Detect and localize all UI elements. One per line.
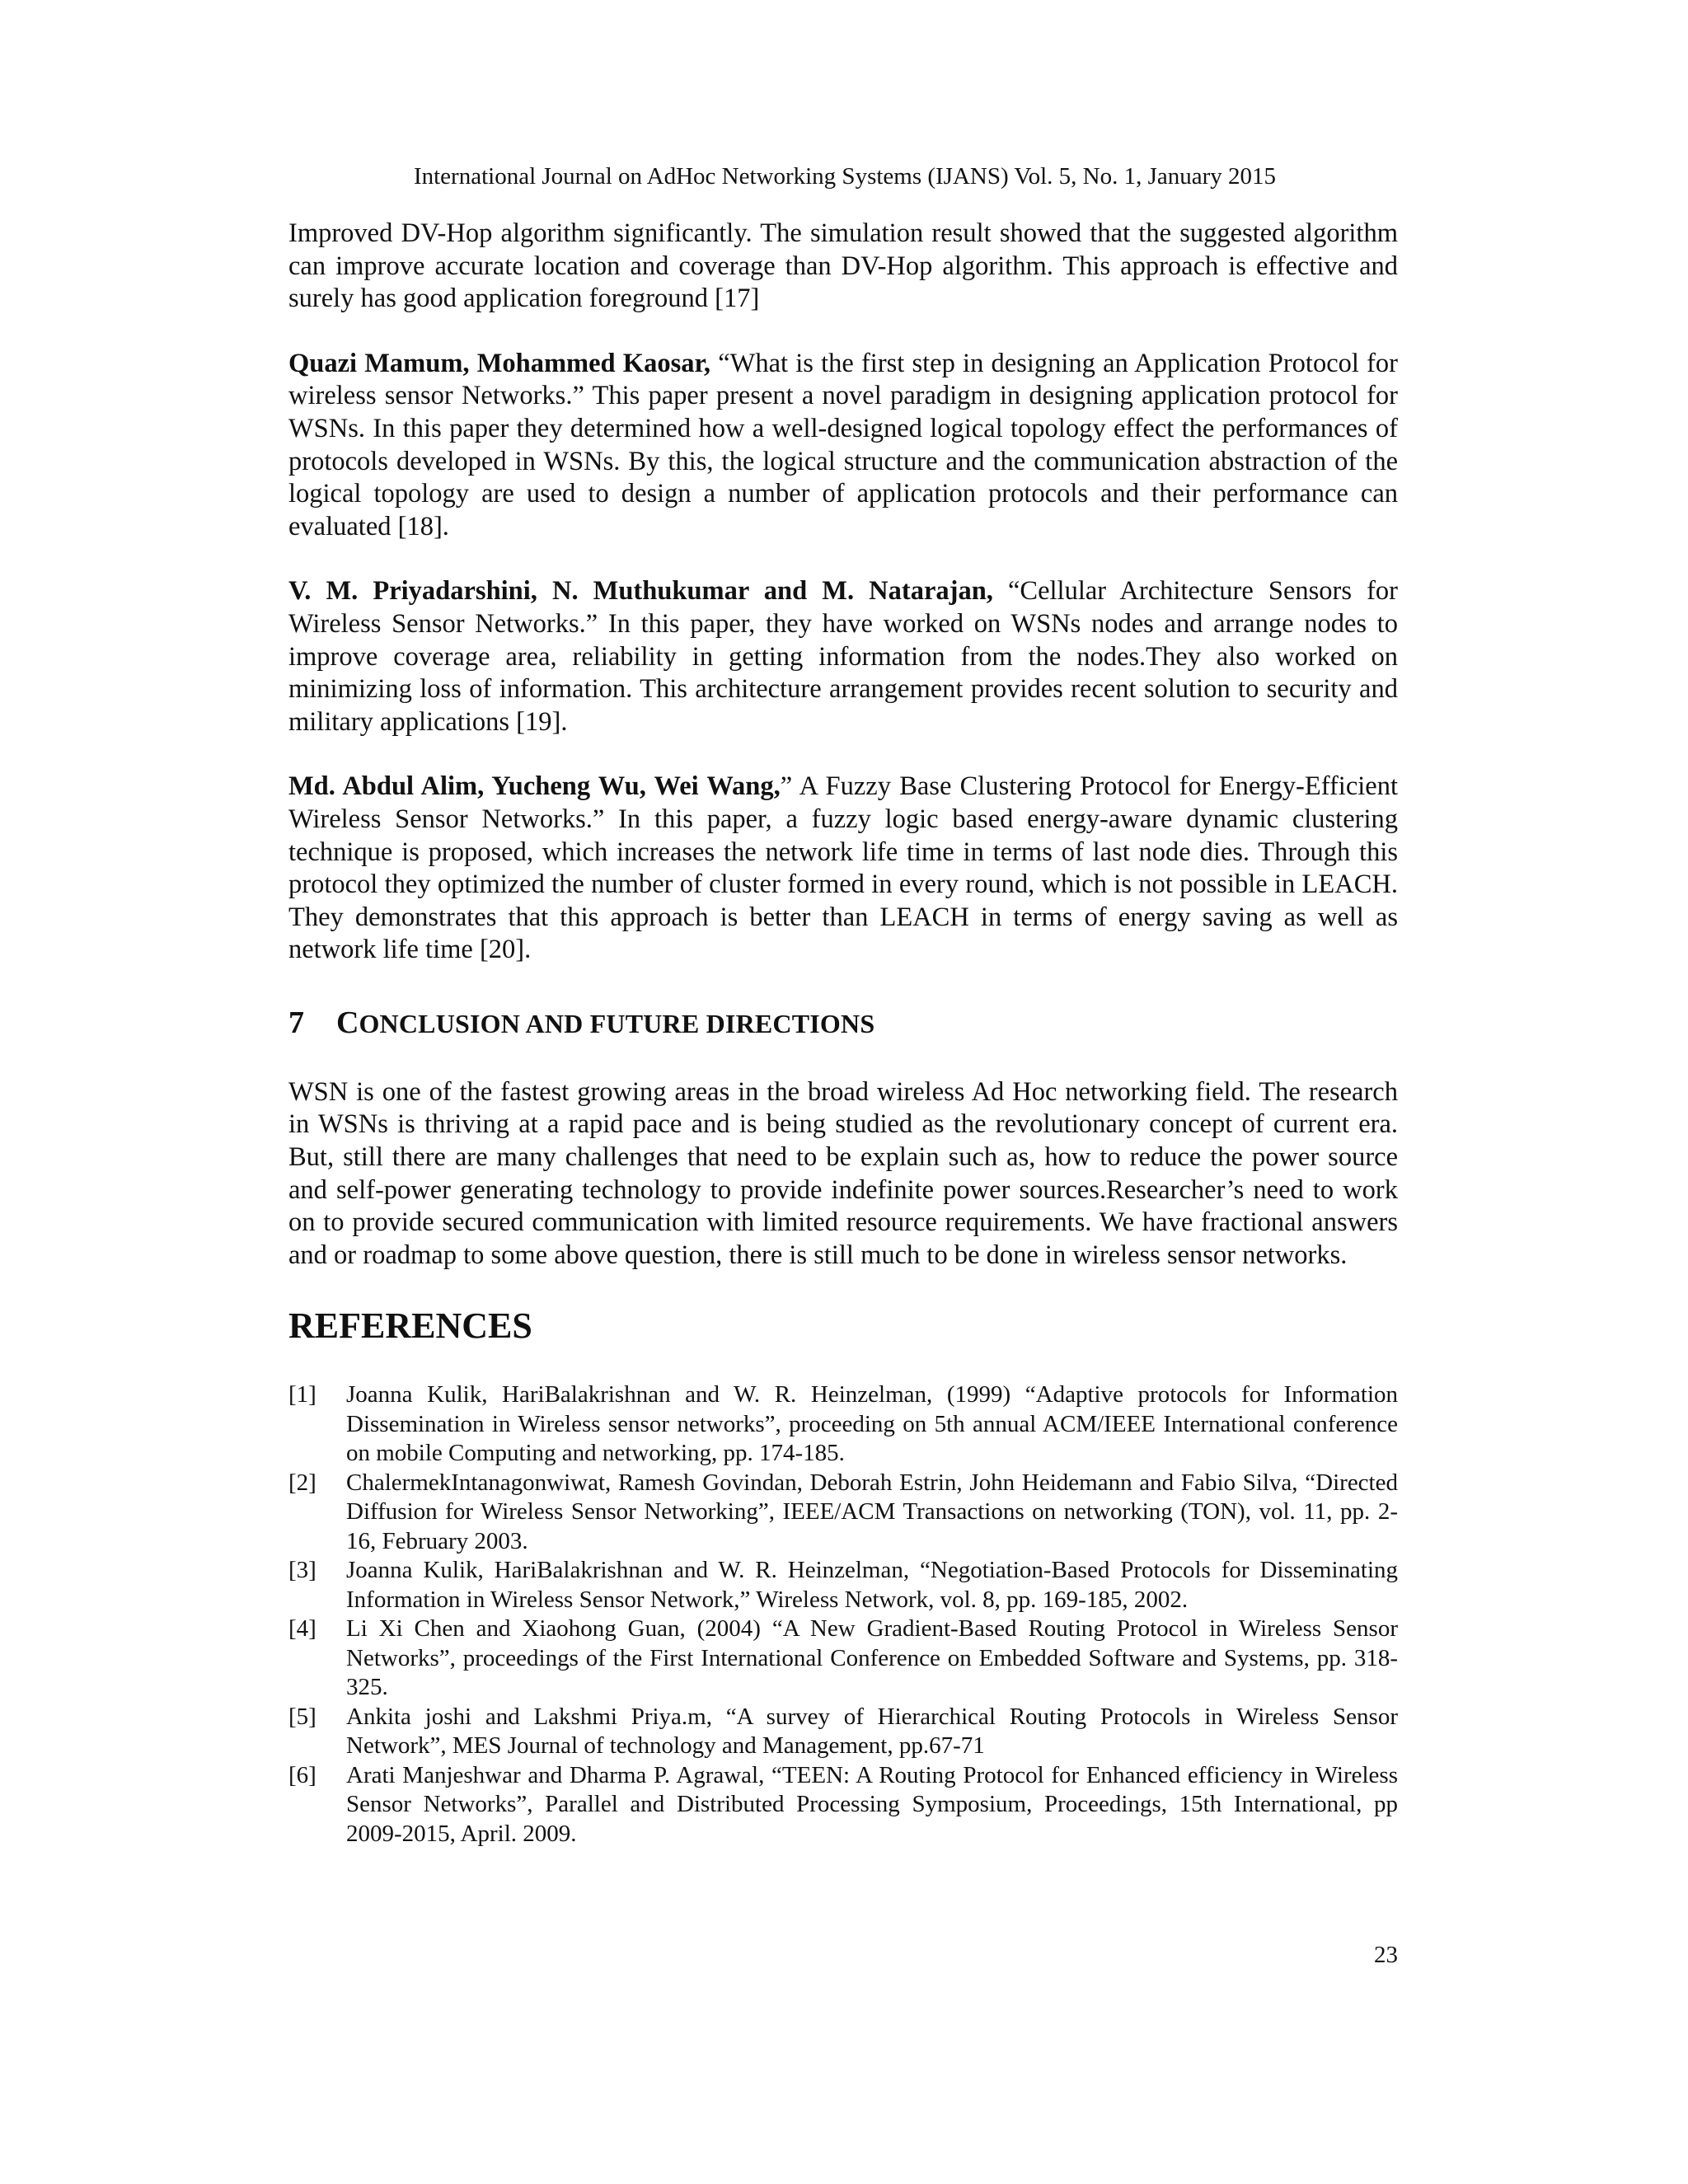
reference-text: Ankita joshi and Lakshmi Priya.m, “A survey of Hierarchical Routing Protocols in Wireless Sensor Network”, MES Journal of technology and Management, pp.67-71 [346, 1703, 1398, 1760]
reference-number: [3] [288, 1557, 316, 1584]
paragraph-authors: Quazi Mamum, Mohammed Kaosar, [288, 348, 711, 378]
section-title-cap: C [336, 1005, 359, 1040]
section-heading-conclusion [288, 1003, 1398, 1043]
reference-item [288, 1469, 1398, 1557]
paragraph-authors: Md. Abdul Alim, Yucheng Wu, Wei Wang, [288, 771, 781, 802]
reference-item [288, 1380, 1398, 1469]
reference-number: [4] [288, 1615, 316, 1643]
reference-item [288, 1615, 1398, 1703]
reference-number: [1] [288, 1381, 316, 1408]
reference-text: Joanna Kulik, HariBalakrishnan and W. R. Heinzelman, (1999) “Adaptive protocols for Information Dissemination in Wireless sensor networks”, proceeding on 5th annual ACM/IEEE International conference on mobile Computing and networking, pp. 174-185. [346, 1381, 1398, 1467]
reference-item [288, 1761, 1398, 1849]
reference-item [288, 1556, 1398, 1615]
paragraph-text: ” A Fuzzy Base Clustering Protocol for Energy-Efficient Wireless Sensor Networks.” In this paper, a fuzzy logic based energy-aware dynamic clustering technique is proposed, which increases the network life time in terms of last node dies. Through this protocol they optimized the number of cluster formed in every round, which is not possible in LEACH. They demonstrates that this approach is better than LEACH in terms of energy saving as well as network life time [20]. [288, 771, 1398, 965]
section-title-part: IRECTIONS [724, 1008, 875, 1038]
page-body [288, 218, 1398, 1849]
paragraph-related-work-20 [288, 771, 1398, 967]
section-title-cap: F [589, 1008, 607, 1038]
references-heading: REFERENCES [288, 1305, 532, 1347]
reference-item [288, 1703, 1398, 1761]
reference-text: Joanna Kulik, HariBalakrishnan and W. R. Heinzelman, “Negotiation-Based Protocols for Disseminating Information in Wireless Sensor Network,” Wireless Network, vol. 8, pp. 169-185, 2002. [346, 1557, 1398, 1613]
reference-text: Arati Manjeshwar and Dharma P. Agrawal, “TEEN: A Routing Protocol for Enhanced efficiency in Wireless Sensor Networks”, Parallel and Distributed Processing Symposium, Proceedings, 15th International, pp 2009-2015, April. 2009. [346, 1761, 1398, 1847]
paragraph-authors: V. M. Priyadarshini, N. Muthukumar and M. Natarajan, [288, 576, 993, 607]
reference-number: [6] [288, 1761, 316, 1788]
paragraph-text: “Cellular Architecture Sensors for Wireless Sensor Networks.” In this paper, they have worked on WSNs nodes and arrange nodes to improve coverage area, reliability in getting information from the nodes.They also worked on minimizing loss of information. This architecture arrangement provides recent solution to security and military applications [19]. [288, 576, 1398, 737]
reference-list [288, 1380, 1398, 1849]
reference-text: Li Xi Chen and Xiaohong Guan, (2004) “A New Gradient-Based Routing Protocol in Wireless Sensor Networks”, proceedings of the First International Conference on Embedded Software and Systems, pp. 318-325. [346, 1615, 1398, 1701]
section-number: 7 [288, 1005, 304, 1040]
reference-number: [5] [288, 1703, 316, 1730]
reference-text: ChalermekIntanagonwiwat, Ramesh Govindan, Deborah Estrin, John Heidemann and Fabio Silva, “Directed Diffusion for Wireless Sensor Networking”, IEEE/ACM Transactions on networking (TON), vol. 11, pp. 2-16, February 2003. [346, 1469, 1398, 1554]
reference-number: [2] [288, 1469, 316, 1496]
running-header: International Journal on AdHoc Networking Systems (IJANS) Vol. 5, No. 1, January 2015 [413, 163, 1277, 190]
paragraph-conclusion: WSN is one of the fastest growing areas in the broad wireless Ad Hoc networking field. The research in WSNs is thriving at a rapid pace and is being studied as the revolutionary concept of current era. But, still there are many challenges that need to be explain such as, how to reduce the power source and self-power generating technology to provide indefinite power sources.Researcher’s need to work on to provide secured communication with limited resource requirements. We have fractional answers and or roadmap to some above question, there is still much to be done in wireless sensor networks. [288, 1076, 1398, 1270]
paragraph-text: “What is the first step in designing an Application Protocol for wireless sensor Networks.” This paper present a novel paradigm in designing application protocol for WSNs. In this paper they determined how a well-designed logical topology effect the performances of protocols developed in WSNs. By this, the logical structure and the communication abstraction of the logical topology are used to design a number of application protocols and their performance can evaluated [18]. [288, 348, 1398, 541]
page-number: 23 [1374, 1942, 1398, 1968]
section-title-part: ONCLUSION AND [359, 1008, 590, 1038]
section-title-part: UTURE [606, 1008, 706, 1038]
paragraph-related-work-19 [288, 575, 1398, 738]
paragraph-related-work-18 [288, 348, 1398, 544]
section-title-cap: D [706, 1008, 725, 1038]
paragraph-continued: Improved DV-Hop algorithm significantly. The simulation result showed that the suggested algorithm can improve accurate location and coverage than DV-Hop algorithm. This approach is effective and surely has good application foreground [17] [288, 218, 1398, 314]
